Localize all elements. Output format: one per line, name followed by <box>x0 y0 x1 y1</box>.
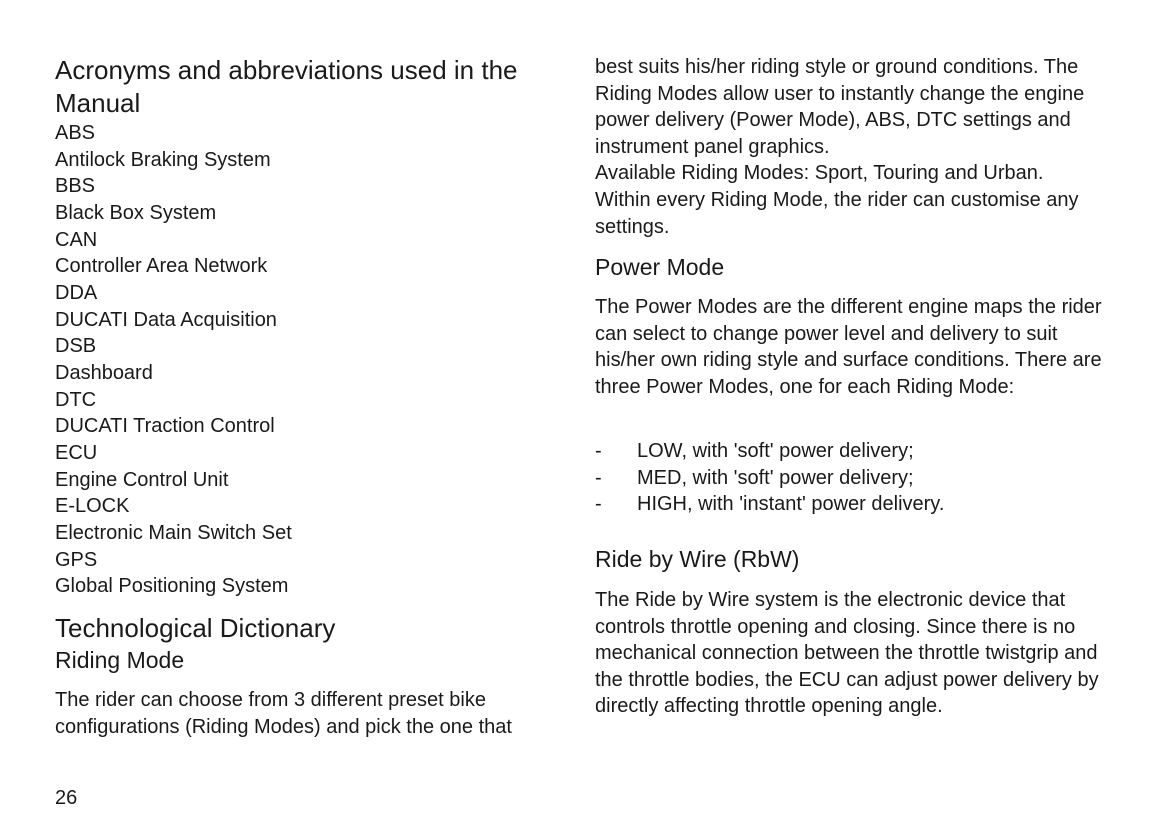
list-item-text: MED, with 'soft' power delivery; <box>637 466 914 489</box>
acronym-item: Global Positioning System <box>55 575 289 598</box>
acronym-item: Controller Area Network <box>55 255 268 278</box>
power-mode-text: The Power Modes are the different engine maps the rider can select to change power level and delivery to suit his/her own riding style and surface conditions. There are three Power Modes, one for each Riding Mode: <box>595 296 1102 398</box>
list-item-text: HIGH, with 'instant' power delivery. <box>637 493 945 516</box>
list-item <box>595 491 1120 518</box>
power-mode-list <box>595 438 1120 518</box>
riding-mode-heading: Riding Mode <box>55 647 185 673</box>
list-item <box>595 465 1120 492</box>
riding-mode-text: The rider can choose from 3 different preset bike configurations (Riding Modes) and pick the one that <box>55 689 512 738</box>
acronym-item: Antilock Braking System <box>55 148 271 171</box>
list-item-text: LOW, with 'soft' power delivery; <box>637 440 914 462</box>
acronym-item: DUCATI Data Acquisition <box>55 308 277 331</box>
riding-mode-continued: best suits his/her riding style or ground conditions. The Riding Modes allow user to instantly change the engine power delivery (Power Mode), ABS, DTC settings and instrument panel graphics. <box>595 56 1085 158</box>
page-number: 26 <box>55 787 78 809</box>
dictionary-heading: Technological Dictionary <box>55 613 336 643</box>
acronym-item: ECU <box>55 441 98 464</box>
riding-mode-customise: Within every Riding Mode, the rider can customise any settings. <box>595 189 1079 238</box>
list-item <box>595 438 1120 465</box>
acronym-item: CAN <box>55 228 98 251</box>
acronym-item: BBS <box>55 175 96 198</box>
acronym-item: Engine Control Unit <box>55 468 229 491</box>
acronym-item: Electronic Main Switch Set <box>55 521 292 544</box>
acronym-item: DDA <box>55 281 98 304</box>
acronym-item: DSB <box>55 335 97 358</box>
bullet-dash: - <box>595 440 602 462</box>
power-mode-heading: Power Mode <box>595 254 725 280</box>
acronym-item: Dashboard <box>55 361 153 384</box>
acronyms-list <box>55 120 565 600</box>
acronym-item: DTC <box>55 388 97 411</box>
acronym-item: GPS <box>55 548 98 571</box>
bullet-dash: - <box>595 466 602 489</box>
acronym-item: E-LOCK <box>55 495 130 518</box>
bullet-dash: - <box>595 493 602 516</box>
rbw-text: The Ride by Wire system is the electronic device that controls throttle opening and closing. Since there is no mechanical connection between the throttle twistgrip and the throttle bodies, the ECU can adjust power delivery by directly affecting throttle opening angle. <box>595 589 1099 718</box>
acronym-item: DUCATI Traction Control <box>55 415 275 438</box>
rbw-heading: Ride by Wire (RbW) <box>595 546 800 572</box>
acronym-item: Black Box System <box>55 201 217 224</box>
acronym-item: ABS <box>55 122 96 144</box>
acronyms-heading: Acronyms and abbreviations used in the Manual <box>55 55 518 118</box>
riding-mode-available: Available Riding Modes: Sport, Touring and Urban. <box>595 162 1044 184</box>
